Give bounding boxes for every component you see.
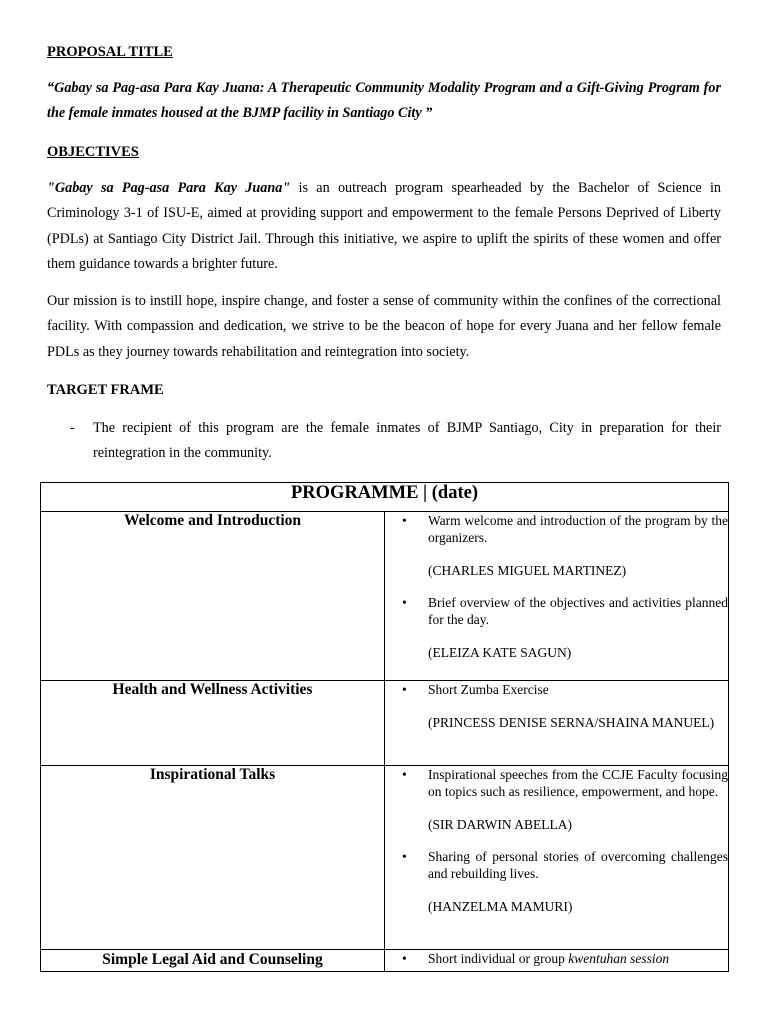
bullet-text-italic: kwentuhan session [568,951,670,966]
facilitator-name: (CHARLES MIGUEL MARTINEZ) [428,563,627,578]
list-item [385,512,728,546]
table-row [41,512,729,681]
facilitator-name: (PRINCESS DENISE SERNA/SHAINA MANUEL) [428,715,715,730]
objectives-paragraph-1-text: is an outreach program spearheaded by the Bachelor of Science in Criminology 3-1 of ISU-E, aimed at providing support and empowerment to the female Persons Deprived of Liberty (PDLs) at Santiago City District Jail. Through this initiative, we aspire to uplift the spirits of these women and offer them guidance towards a brighter future. [47,180,721,272]
bullet-text: Inspirational speeches from the CCJE Faculty focusing on topics such as resilience, empowerment, and hope. [428,767,728,799]
target-frame-item-text: The recipient of this program are the female inmates of BJMP Santiago, City in preparation for their reintegration in the community. [93,420,721,462]
proposal-title-text: “Gabay sa Pag-asa Para Kay Juana: A Therapeutic Community Modality Program and a Gift-Giving Program for the female inmates housed at the BJMP facility in Santiago City ” [47,80,721,122]
list-item [385,950,728,967]
list-item [385,681,728,698]
details-cell [385,681,729,766]
activity-cell: Health and Wellness Activities [41,681,385,766]
proposal-title-heading: PROPOSAL TITLE [47,44,173,60]
bullet-text: Warm welcome and introduction of the program by the organizers. [428,513,728,545]
program-name-emphasis: "Gabay sa Pag-asa Para Kay Juana" [47,180,291,196]
activity-cell: Simple Legal Aid and Counseling [41,950,385,972]
details-cell [385,512,729,681]
details-cell [385,766,729,950]
details-cell [385,950,729,972]
bullet-icon: • [402,595,407,610]
bullet-text: Short individual or group [428,951,569,966]
activity-cell: Inspirational Talks [41,766,385,950]
table-row [41,766,729,950]
table-row [41,681,729,766]
objectives-heading: OBJECTIVES [47,144,139,160]
target-frame-heading: TARGET FRAME [47,382,164,398]
list-item [385,848,728,882]
table-row [41,950,729,972]
bullet-text: Short Zumba Exercise [428,682,549,697]
bullet-text: Brief overview of the objectives and activities planned for the day. [428,595,728,627]
bullet-icon: • [402,767,407,782]
facilitator-name: (ELEIZA KATE SAGUN) [428,645,572,660]
bullet-icon: • [402,849,407,864]
bullet-text: Sharing of personal stories of overcoming challenges and rebuilding lives. [428,849,728,881]
programme-table [40,482,729,972]
bullet-icon: • [402,682,407,697]
bullet-icon: • [402,951,407,966]
target-frame-item [70,416,721,467]
bullet-icon: • [402,513,407,528]
activity-cell: Welcome and Introduction [41,512,385,681]
programme-header: PROGRAMME | (date) [41,483,729,512]
list-item [385,766,728,800]
facilitator-name: (SIR DARWIN ABELLA) [428,817,572,832]
objectives-paragraph-2: Our mission is to instill hope, inspire change, and foster a sense of community within the confines of the correctional facility. With compassion and dedication, we strive to be the beacon of hope for every Juana and her fellow female PDLs as they journey towards rehabilitation and reintegration into society. [47,293,721,360]
dash-marker: - [70,420,75,436]
objectives-paragraph-1 [47,176,721,277]
list-item [385,594,728,628]
facilitator-name: (HANZELMA MAMURI) [428,899,573,914]
